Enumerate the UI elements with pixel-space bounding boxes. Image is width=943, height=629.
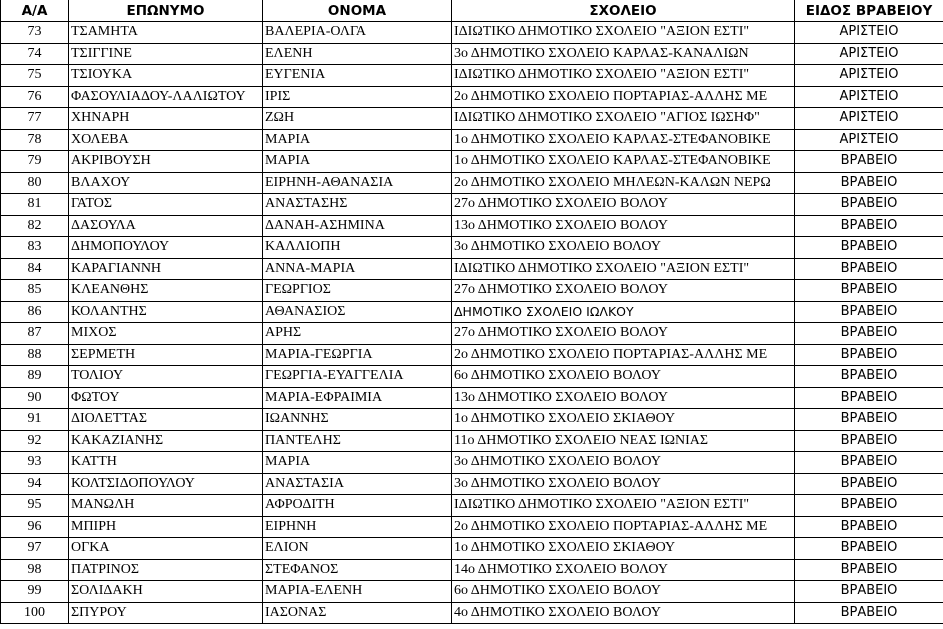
table-row xyxy=(1,172,943,194)
surname-cell: ΔΑΣΟΥΛΑ xyxy=(69,215,263,237)
surname-cell: ΤΣΙΓΓΙΝΕ xyxy=(69,43,263,65)
table-row xyxy=(1,430,943,452)
award-type-cell: ΒΡΑΒΕΙΟ xyxy=(795,151,943,173)
surname-cell: ΤΣΑΜΗΤΑ xyxy=(69,22,263,44)
school-cell: ΙΔΙΩΤΙΚΟ ΔΗΜΟΤΙΚΟ ΣΧΟΛΕΙΟ "ΑΞΙΟΝ ΕΣΤΙ" xyxy=(452,22,795,44)
table-body xyxy=(1,22,943,624)
surname-cell: ΦΑΣΟΥΛΙΑΔΟΥ-ΛΑΛΙΩΤΟΥ xyxy=(69,86,263,108)
award-type-cell: ΒΡΑΒΕΙΟ xyxy=(795,280,943,302)
table-row xyxy=(1,258,943,280)
surname-cell: ΚΑΤΤΗ xyxy=(69,452,263,474)
school-cell: 6ο ΔΗΜΟΤΙΚΟ ΣΧΟΛΕΙΟ ΒΟΛΟΥ xyxy=(452,366,795,388)
name-cell: ΜΑΡΙΑ xyxy=(263,151,452,173)
row-number-cell: 94 xyxy=(1,473,69,495)
award-type-cell: ΒΡΑΒΕΙΟ xyxy=(795,344,943,366)
table-row xyxy=(1,452,943,474)
row-number-cell: 81 xyxy=(1,194,69,216)
table-row xyxy=(1,215,943,237)
award-type-cell: ΑΡΙΣΤΕΙΟ xyxy=(795,129,943,151)
surname-cell: ΜΠΙΡΗ xyxy=(69,516,263,538)
header-aa: Α/Α xyxy=(1,0,69,22)
surname-cell: ΠΑΤΡΙΝΟΣ xyxy=(69,559,263,581)
school-cell: 13ο ΔΗΜΟΤΙΚΟ ΣΧΟΛΕΙΟ ΒΟΛΟΥ xyxy=(452,215,795,237)
name-cell: ΜΑΡΙΑ xyxy=(263,129,452,151)
row-number-cell: 93 xyxy=(1,452,69,474)
award-type-cell: ΑΡΙΣΤΕΙΟ xyxy=(795,65,943,87)
table-row xyxy=(1,323,943,345)
name-cell: ΑΝΑΣΤΑΣΙΑ xyxy=(263,473,452,495)
award-type-cell: ΒΡΑΒΕΙΟ xyxy=(795,452,943,474)
school-cell: 3ο ΔΗΜΟΤΙΚΟ ΣΧΟΛΕΙΟ ΚΑΡΛΑΣ-ΚΑΝΑΛΙΩΝ xyxy=(452,43,795,65)
school-cell: 2ο ΔΗΜΟΤΙΚΟ ΣΧΟΛΕΙΟ ΜΗΛΕΩΝ-ΚΑΛΩΝ ΝΕΡΩ xyxy=(452,172,795,194)
award-type-cell: ΒΡΑΒΕΙΟ xyxy=(795,387,943,409)
award-type-cell: ΒΡΑΒΕΙΟ xyxy=(795,559,943,581)
school-cell: 1ο ΔΗΜΟΤΙΚΟ ΣΧΟΛΕΙΟ ΣΚΙΑΘΟΥ xyxy=(452,409,795,431)
name-cell: ΓΕΩΡΓΙΟΣ xyxy=(263,280,452,302)
award-type-cell: ΑΡΙΣΤΕΙΟ xyxy=(795,86,943,108)
award-type-cell: ΒΡΑΒΕΙΟ xyxy=(795,430,943,452)
award-type-cell: ΒΡΑΒΕΙΟ xyxy=(795,602,943,624)
surname-cell: ΚΑΚΑΖΙΑΝΗΣ xyxy=(69,430,263,452)
school-cell: 1ο ΔΗΜΟΤΙΚΟ ΣΧΟΛΕΙΟ ΚΑΡΛΑΣ-ΣΤΕΦΑΝΟΒΙΚΕ xyxy=(452,129,795,151)
table-row xyxy=(1,280,943,302)
name-cell: ΣΤΕΦΑΝΟΣ xyxy=(263,559,452,581)
row-number-cell: 92 xyxy=(1,430,69,452)
surname-cell: ΣΟΛΙΔΑΚΗ xyxy=(69,581,263,603)
surname-cell: ΓΑΤΟΣ xyxy=(69,194,263,216)
header-surname: ΕΠΩΝΥΜΟ xyxy=(69,0,263,22)
name-cell: ΜΑΡΙΑ xyxy=(263,452,452,474)
award-type-cell: ΑΡΙΣΤΕΙΟ xyxy=(795,43,943,65)
row-number-cell: 99 xyxy=(1,581,69,603)
surname-cell: ΤΣΙΟΥΚΑ xyxy=(69,65,263,87)
row-number-cell: 73 xyxy=(1,22,69,44)
school-cell: 14ο ΔΗΜΟΤΙΚΟ ΣΧΟΛΕΙΟ ΒΟΛΟΥ xyxy=(452,559,795,581)
school-cell: 13ο ΔΗΜΟΤΙΚΟ ΣΧΟΛΕΙΟ ΒΟΛΟΥ xyxy=(452,387,795,409)
school-cell: 11ο ΔΗΜΟΤΙΚΟ ΣΧΟΛΕΙΟ ΝΕΑΣ ΙΩΝΙΑΣ xyxy=(452,430,795,452)
name-cell: ΑΘΑΝΑΣΙΟΣ xyxy=(263,301,452,323)
row-number-cell: 100 xyxy=(1,602,69,624)
name-cell: ΔΑΝΑΗ-ΑΣΗΜΙΝΑ xyxy=(263,215,452,237)
school-cell: 1ο ΔΗΜΟΤΙΚΟ ΣΧΟΛΕΙΟ ΚΑΡΛΑΣ-ΣΤΕΦΑΝΟΒΙΚΕ xyxy=(452,151,795,173)
name-cell: ΕΥΓΕΝΙΑ xyxy=(263,65,452,87)
row-number-cell: 90 xyxy=(1,387,69,409)
row-number-cell: 80 xyxy=(1,172,69,194)
row-number-cell: 77 xyxy=(1,108,69,130)
award-type-cell: ΑΡΙΣΤΕΙΟ xyxy=(795,108,943,130)
surname-cell: ΚΛΕΑΝΘΗΣ xyxy=(69,280,263,302)
header-school: ΣΧΟΛΕΙΟ xyxy=(452,0,795,22)
school-cell: 3ο ΔΗΜΟΤΙΚΟ ΣΧΟΛΕΙΟ ΒΟΛΟΥ xyxy=(452,473,795,495)
row-number-cell: 78 xyxy=(1,129,69,151)
school-cell: 4ο ΔΗΜΟΤΙΚΟ ΣΧΟΛΕΙΟ ΒΟΛΟΥ xyxy=(452,602,795,624)
table-row xyxy=(1,65,943,87)
surname-cell: ΔΙΟΛΕΤΤΑΣ xyxy=(69,409,263,431)
row-number-cell: 85 xyxy=(1,280,69,302)
surname-cell: ΚΟΛΤΣΙΔΟΠΟΥΛΟΥ xyxy=(69,473,263,495)
name-cell: ΑΡΗΣ xyxy=(263,323,452,345)
table-row xyxy=(1,387,943,409)
row-number-cell: 91 xyxy=(1,409,69,431)
table-row xyxy=(1,129,943,151)
name-cell: ΑΝΝΑ-ΜΑΡΙΑ xyxy=(263,258,452,280)
row-number-cell: 86 xyxy=(1,301,69,323)
row-number-cell: 76 xyxy=(1,86,69,108)
award-type-cell: ΒΡΑΒΕΙΟ xyxy=(795,409,943,431)
surname-cell: ΟΓΚΑ xyxy=(69,538,263,560)
table-row xyxy=(1,409,943,431)
surname-cell: ΧΟΛΕΒΑ xyxy=(69,129,263,151)
school-cell: ΙΔΙΩΤΙΚΟ ΔΗΜΟΤΙΚΟ ΣΧΟΛΕΙΟ "ΑΞΙΟΝ ΕΣΤΙ" xyxy=(452,495,795,517)
table-row xyxy=(1,581,943,603)
table-row xyxy=(1,344,943,366)
school-cell: ΙΔΙΩΤΙΚΟ ΔΗΜΟΤΙΚΟ ΣΧΟΛΕΙΟ "ΑΓΙΟΣ ΙΩΣΗΦ" xyxy=(452,108,795,130)
header-row xyxy=(1,0,943,22)
name-cell: ΚΑΛΛΙΟΠΗ xyxy=(263,237,452,259)
table-row xyxy=(1,301,943,323)
award-type-cell: ΑΡΙΣΤΕΙΟ xyxy=(795,22,943,44)
row-number-cell: 88 xyxy=(1,344,69,366)
name-cell: ΠΑΝΤΕΛΗΣ xyxy=(263,430,452,452)
award-type-cell: ΒΡΑΒΕΙΟ xyxy=(795,301,943,323)
award-type-cell: ΒΡΑΒΕΙΟ xyxy=(795,473,943,495)
name-cell: ΙΑΣΟΝΑΣ xyxy=(263,602,452,624)
row-number-cell: 75 xyxy=(1,65,69,87)
row-number-cell: 96 xyxy=(1,516,69,538)
school-cell: ΙΔΙΩΤΙΚΟ ΔΗΜΟΤΙΚΟ ΣΧΟΛΕΙΟ "ΑΞΙΟΝ ΕΣΤΙ" xyxy=(452,65,795,87)
surname-cell: ΦΩΤΟΥ xyxy=(69,387,263,409)
school-cell: 3ο ΔΗΜΟΤΙΚΟ ΣΧΟΛΕΙΟ ΒΟΛΟΥ xyxy=(452,452,795,474)
name-cell: ΙΡΙΣ xyxy=(263,86,452,108)
name-cell: ΒΑΛΕΡΙΑ-ΟΛΓΑ xyxy=(263,22,452,44)
row-number-cell: 84 xyxy=(1,258,69,280)
award-type-cell: ΒΡΑΒΕΙΟ xyxy=(795,516,943,538)
table-row xyxy=(1,43,943,65)
table-row xyxy=(1,366,943,388)
surname-cell: ΚΟΛΑΝΤΗΣ xyxy=(69,301,263,323)
table-row xyxy=(1,516,943,538)
school-cell: ΙΔΙΩΤΙΚΟ ΔΗΜΟΤΙΚΟ ΣΧΟΛΕΙΟ "ΑΞΙΟΝ ΕΣΤΙ" xyxy=(452,258,795,280)
school-cell: 27ο ΔΗΜΟΤΙΚΟ ΣΧΟΛΕΙΟ ΒΟΛΟΥ xyxy=(452,194,795,216)
school-cell: 1ο ΔΗΜΟΤΙΚΟ ΣΧΟΛΕΙΟ ΣΚΙΑΘΟΥ xyxy=(452,538,795,560)
table-row xyxy=(1,86,943,108)
award-type-cell: ΒΡΑΒΕΙΟ xyxy=(795,323,943,345)
surname-cell: ΚΑΡΑΓΙΑΝΝΗ xyxy=(69,258,263,280)
row-number-cell: 74 xyxy=(1,43,69,65)
row-number-cell: 87 xyxy=(1,323,69,345)
table-row xyxy=(1,473,943,495)
header-award-type: ΕΙΔΟΣ ΒΡΑΒΕΙΟΥ xyxy=(795,0,943,22)
name-cell: ΖΩΗ xyxy=(263,108,452,130)
header-name: ΟΝΟΜΑ xyxy=(263,0,452,22)
school-cell: 2ο ΔΗΜΟΤΙΚΟ ΣΧΟΛΕΙΟ ΠΟΡΤΑΡΙΑΣ-ΑΛΛΗΣ ΜΕ xyxy=(452,344,795,366)
table-row xyxy=(1,194,943,216)
award-type-cell: ΒΡΑΒΕΙΟ xyxy=(795,366,943,388)
surname-cell: ΧΗΝΑΡΗ xyxy=(69,108,263,130)
surname-cell: ΤΟΛΙΟΥ xyxy=(69,366,263,388)
surname-cell: ΣΕΡΜΕΤΗ xyxy=(69,344,263,366)
award-type-cell: ΒΡΑΒΕΙΟ xyxy=(795,258,943,280)
name-cell: ΕΙΡΗΝΗ-ΑΘΑΝΑΣΙΑ xyxy=(263,172,452,194)
name-cell: ΜΑΡΙΑ-ΕΦΡΑΙΜΙΑ xyxy=(263,387,452,409)
name-cell: ΕΛΙΟΝ xyxy=(263,538,452,560)
name-cell: ΑΝΑΣΤΑΣΗΣ xyxy=(263,194,452,216)
row-number-cell: 95 xyxy=(1,495,69,517)
table-row xyxy=(1,538,943,560)
surname-cell: ΜΙΧΟΣ xyxy=(69,323,263,345)
row-number-cell: 79 xyxy=(1,151,69,173)
name-cell: ΓΕΩΡΓΙΑ-ΕΥΑΓΓΕΛΙΑ xyxy=(263,366,452,388)
table-row xyxy=(1,151,943,173)
table-row xyxy=(1,495,943,517)
award-type-cell: ΒΡΑΒΕΙΟ xyxy=(795,172,943,194)
school-cell: 3ο ΔΗΜΟΤΙΚΟ ΣΧΟΛΕΙΟ ΒΟΛΟΥ xyxy=(452,237,795,259)
table-row xyxy=(1,108,943,130)
surname-cell: ΑΚΡΙΒΟΥΣΗ xyxy=(69,151,263,173)
name-cell: ΙΩΑΝΝΗΣ xyxy=(263,409,452,431)
name-cell: ΕΛΕΝΗ xyxy=(263,43,452,65)
row-number-cell: 82 xyxy=(1,215,69,237)
award-type-cell: ΒΡΑΒΕΙΟ xyxy=(795,538,943,560)
school-cell: 6ο ΔΗΜΟΤΙΚΟ ΣΧΟΛΕΙΟ ΒΟΛΟΥ xyxy=(452,581,795,603)
school-cell: ΔΗΜΟΤΙΚΟ ΣΧΟΛΕΙΟ ΙΩΛΚΟΥ xyxy=(452,301,795,323)
name-cell: ΜΑΡΙΑ-ΓΕΩΡΓΙΑ xyxy=(263,344,452,366)
award-type-cell: ΒΡΑΒΕΙΟ xyxy=(795,237,943,259)
name-cell: ΕΙΡΗΝΗ xyxy=(263,516,452,538)
table-row xyxy=(1,237,943,259)
row-number-cell: 97 xyxy=(1,538,69,560)
award-type-cell: ΒΡΑΒΕΙΟ xyxy=(795,581,943,603)
award-type-cell: ΒΡΑΒΕΙΟ xyxy=(795,495,943,517)
table-row xyxy=(1,22,943,44)
table-row xyxy=(1,559,943,581)
surname-cell: ΜΑΝΩΛΗ xyxy=(69,495,263,517)
award-type-cell: ΒΡΑΒΕΙΟ xyxy=(795,215,943,237)
name-cell: ΜΑΡΙΑ-ΕΛΕΝΗ xyxy=(263,581,452,603)
surname-cell: ΔΗΜΟΠΟΥΛΟΥ xyxy=(69,237,263,259)
name-cell: ΑΦΡΟΔΙΤΗ xyxy=(263,495,452,517)
school-cell: 2ο ΔΗΜΟΤΙΚΟ ΣΧΟΛΕΙΟ ΠΟΡΤΑΡΙΑΣ-ΑΛΛΗΣ ΜΕ xyxy=(452,86,795,108)
row-number-cell: 89 xyxy=(1,366,69,388)
row-number-cell: 83 xyxy=(1,237,69,259)
school-cell: 2ο ΔΗΜΟΤΙΚΟ ΣΧΟΛΕΙΟ ΠΟΡΤΑΡΙΑΣ-ΑΛΛΗΣ ΜΕ xyxy=(452,516,795,538)
school-cell: 27ο ΔΗΜΟΤΙΚΟ ΣΧΟΛΕΙΟ ΒΟΛΟΥ xyxy=(452,280,795,302)
surname-cell: ΒΛΑΧΟΥ xyxy=(69,172,263,194)
surname-cell: ΣΠΥΡΟΥ xyxy=(69,602,263,624)
award-type-cell: ΒΡΑΒΕΙΟ xyxy=(795,194,943,216)
table-row xyxy=(1,602,943,624)
school-cell: 27ο ΔΗΜΟΤΙΚΟ ΣΧΟΛΕΙΟ ΒΟΛΟΥ xyxy=(452,323,795,345)
row-number-cell: 98 xyxy=(1,559,69,581)
